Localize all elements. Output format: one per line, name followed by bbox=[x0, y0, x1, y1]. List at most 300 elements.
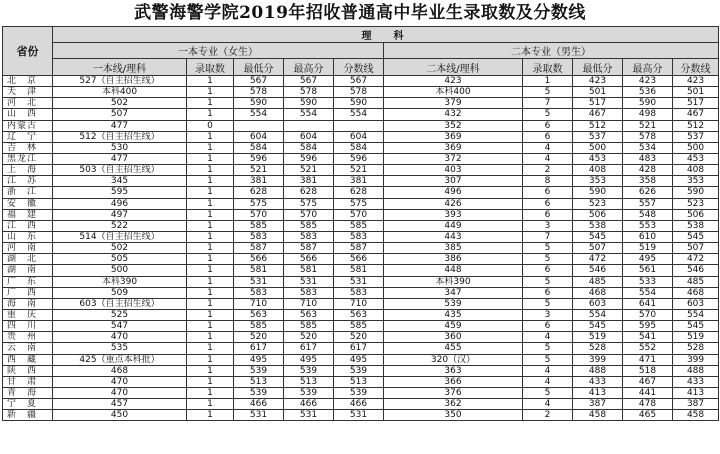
line-female-cell: 477 bbox=[53, 120, 187, 131]
min-female-cell: 539 bbox=[234, 365, 284, 376]
max-male-cell: 441 bbox=[623, 387, 673, 398]
cutoff-male-cell: 545 bbox=[673, 231, 719, 242]
max-male-cell: 590 bbox=[623, 98, 673, 109]
max-male-cell: 467 bbox=[623, 376, 673, 387]
max-male-cell: 553 bbox=[623, 220, 673, 231]
province-cell: 云 南 bbox=[3, 343, 53, 354]
max-female-cell bbox=[284, 120, 334, 131]
table-row bbox=[3, 254, 719, 265]
cutoff-male-cell: 537 bbox=[673, 131, 719, 142]
province-cell: 新 疆 bbox=[3, 410, 53, 421]
cutoff-male-cell: 517 bbox=[673, 98, 719, 109]
max-male-cell: 521 bbox=[623, 120, 673, 131]
cutoff-female-cell: 584 bbox=[334, 142, 384, 153]
admitted-female-cell: 1 bbox=[187, 98, 234, 109]
max-male-cell: 483 bbox=[623, 153, 673, 164]
max-female-cell: 628 bbox=[284, 187, 334, 198]
table-row bbox=[3, 276, 719, 287]
min-female-cell: 521 bbox=[234, 165, 284, 176]
line-male-cell: 385 bbox=[384, 243, 523, 254]
max-female-cell: 584 bbox=[284, 142, 334, 153]
max-male-cell: 358 bbox=[623, 176, 673, 187]
min-female-cell: 604 bbox=[234, 131, 284, 142]
table-row bbox=[3, 343, 719, 354]
province-cell: 河 北 bbox=[3, 98, 53, 109]
max-male-cell: 498 bbox=[623, 109, 673, 120]
line-male-cell: 369 bbox=[384, 131, 523, 142]
cutoff-male-cell: 488 bbox=[673, 365, 719, 376]
admitted-male-cell: 4 bbox=[523, 399, 573, 410]
min-male-cell: 472 bbox=[573, 254, 623, 265]
line-female-cell: 527（自主招生线） bbox=[53, 76, 187, 87]
min-male-cell: 603 bbox=[573, 298, 623, 309]
min-male-cell: 506 bbox=[573, 209, 623, 220]
cutoff-male-cell: 507 bbox=[673, 243, 719, 254]
max-male-cell: 578 bbox=[623, 131, 673, 142]
max-male-cell: 541 bbox=[623, 332, 673, 343]
min-female-cell: 531 bbox=[234, 276, 284, 287]
admitted-female-cell: 1 bbox=[187, 176, 234, 187]
province-cell: 山 西 bbox=[3, 109, 53, 120]
admitted-male-cell: 6 bbox=[523, 287, 573, 298]
admitted-female-cell: 1 bbox=[187, 265, 234, 276]
admitted-male-cell: 6 bbox=[523, 321, 573, 332]
province-cell: 宁 夏 bbox=[3, 399, 53, 410]
line-male-cell: 403 bbox=[384, 165, 523, 176]
province-cell: 江 西 bbox=[3, 220, 53, 231]
min-male-cell: 353 bbox=[573, 176, 623, 187]
admitted-female-cell: 1 bbox=[187, 387, 234, 398]
line-female-cell: 470 bbox=[53, 376, 187, 387]
line-female-cell: 470 bbox=[53, 332, 187, 343]
line-female-cell: 345 bbox=[53, 176, 187, 187]
admitted-male-cell: 2 bbox=[523, 165, 573, 176]
max-male-cell: 536 bbox=[623, 87, 673, 98]
table-row bbox=[3, 231, 719, 242]
min-male-cell: 468 bbox=[573, 287, 623, 298]
admitted-male-cell: 5 bbox=[523, 243, 573, 254]
line-male-cell: 539 bbox=[384, 298, 523, 309]
admitted-male-cell: 6 bbox=[523, 187, 573, 198]
table-row bbox=[3, 287, 719, 298]
line-female-cell: 512（自主招生线） bbox=[53, 131, 187, 142]
province-cell: 北 京 bbox=[3, 76, 53, 87]
line-male-cell: 386 bbox=[384, 254, 523, 265]
cutoff-male-cell: 554 bbox=[673, 309, 719, 320]
max-male-cell: 471 bbox=[623, 354, 673, 365]
province-cell: 广 东 bbox=[3, 276, 53, 287]
admitted-female-cell: 1 bbox=[187, 142, 234, 153]
line-male-cell: 393 bbox=[384, 209, 523, 220]
line-male-cell: 307 bbox=[384, 176, 523, 187]
max-male-cell: 552 bbox=[623, 343, 673, 354]
cutoff-female-cell: 590 bbox=[334, 98, 384, 109]
admitted-female-cell: 1 bbox=[187, 254, 234, 265]
min-female-cell: 617 bbox=[234, 343, 284, 354]
page-title: 武警海警学院2019年招收普通高中毕业生录取数及分数线 bbox=[134, 3, 586, 23]
table-row bbox=[3, 209, 719, 220]
province-cell: 贵 州 bbox=[3, 332, 53, 343]
max-female-cell: 495 bbox=[284, 354, 334, 365]
admitted-female-cell: 1 bbox=[187, 209, 234, 220]
admitted-female-cell: 1 bbox=[187, 365, 234, 376]
min-female-cell bbox=[234, 120, 284, 131]
line-female-cell: 514（自主招生线） bbox=[53, 231, 187, 242]
line-female-cell: 507 bbox=[53, 109, 187, 120]
table-row bbox=[3, 87, 719, 98]
max-female-cell: 583 bbox=[284, 287, 334, 298]
col-header: 分数线 bbox=[673, 59, 719, 76]
max-female-cell: 539 bbox=[284, 365, 334, 376]
line-male-cell: 347 bbox=[384, 287, 523, 298]
admitted-female-cell: 1 bbox=[187, 298, 234, 309]
group-female-header: 一本专业（女生） bbox=[53, 43, 384, 59]
line-female-cell: 468 bbox=[53, 365, 187, 376]
min-female-cell: 628 bbox=[234, 187, 284, 198]
admitted-female-cell: 1 bbox=[187, 276, 234, 287]
table-row bbox=[3, 243, 719, 254]
cutoff-female-cell bbox=[334, 120, 384, 131]
admitted-female-cell: 1 bbox=[187, 354, 234, 365]
admitted-male-cell: 2 bbox=[523, 410, 573, 421]
admitted-female-cell: 1 bbox=[187, 198, 234, 209]
table-row bbox=[3, 321, 719, 332]
line-male-cell: 320（汉） bbox=[384, 354, 523, 365]
table-row bbox=[3, 298, 719, 309]
province-cell: 湖 北 bbox=[3, 254, 53, 265]
admitted-male-cell: 3 bbox=[523, 220, 573, 231]
cutoff-female-cell: 578 bbox=[334, 87, 384, 98]
province-header: 省份 bbox=[3, 27, 53, 76]
min-female-cell: 531 bbox=[234, 410, 284, 421]
cutoff-male-cell: 408 bbox=[673, 165, 719, 176]
admitted-female-cell: 1 bbox=[187, 309, 234, 320]
admitted-female-cell: 1 bbox=[187, 287, 234, 298]
min-female-cell: 466 bbox=[234, 399, 284, 410]
max-female-cell: 539 bbox=[284, 387, 334, 398]
min-female-cell: 581 bbox=[234, 265, 284, 276]
cutoff-male-cell: 500 bbox=[673, 142, 719, 153]
cutoff-male-cell: 603 bbox=[673, 298, 719, 309]
line-male-cell: 379 bbox=[384, 98, 523, 109]
province-cell: 西 藏 bbox=[3, 354, 53, 365]
cutoff-male-cell: 512 bbox=[673, 120, 719, 131]
table-row bbox=[3, 120, 719, 131]
min-male-cell: 488 bbox=[573, 365, 623, 376]
table-row bbox=[3, 309, 719, 320]
admitted-male-cell: 4 bbox=[523, 332, 573, 343]
min-male-cell: 408 bbox=[573, 165, 623, 176]
cutoff-female-cell: 596 bbox=[334, 153, 384, 164]
cutoff-female-cell: 585 bbox=[334, 321, 384, 332]
min-female-cell: 513 bbox=[234, 376, 284, 387]
min-female-cell: 563 bbox=[234, 309, 284, 320]
admitted-male-cell: 6 bbox=[523, 198, 573, 209]
cutoff-female-cell: 513 bbox=[334, 376, 384, 387]
table-row bbox=[3, 399, 719, 410]
max-female-cell: 381 bbox=[284, 176, 334, 187]
max-female-cell: 596 bbox=[284, 153, 334, 164]
admitted-female-cell: 1 bbox=[187, 410, 234, 421]
min-male-cell: 467 bbox=[573, 109, 623, 120]
min-male-cell: 517 bbox=[573, 98, 623, 109]
min-male-cell: 399 bbox=[573, 354, 623, 365]
line-female-cell: 535 bbox=[53, 343, 187, 354]
cutoff-female-cell: 710 bbox=[334, 298, 384, 309]
line-female-cell: 502 bbox=[53, 243, 187, 254]
col-header: 最高分 bbox=[284, 59, 334, 76]
cutoff-male-cell: 423 bbox=[673, 76, 719, 87]
min-male-cell: 501 bbox=[573, 87, 623, 98]
admitted-male-cell: 1 bbox=[523, 76, 573, 87]
table-row bbox=[3, 187, 719, 198]
cutoff-male-cell: 545 bbox=[673, 321, 719, 332]
max-female-cell: 563 bbox=[284, 309, 334, 320]
max-female-cell: 531 bbox=[284, 410, 334, 421]
min-male-cell: 433 bbox=[573, 376, 623, 387]
line-female-cell: 477 bbox=[53, 153, 187, 164]
cutoff-female-cell: 521 bbox=[334, 165, 384, 176]
admitted-female-cell: 0 bbox=[187, 120, 234, 131]
province-cell: 重 庆 bbox=[3, 309, 53, 320]
admitted-female-cell: 1 bbox=[187, 332, 234, 343]
table-body bbox=[3, 76, 719, 421]
admitted-male-cell: 6 bbox=[523, 209, 573, 220]
line-female-cell: 457 bbox=[53, 399, 187, 410]
line-female-cell: 500 bbox=[53, 265, 187, 276]
cutoff-female-cell: 554 bbox=[334, 109, 384, 120]
min-male-cell: 537 bbox=[573, 131, 623, 142]
cutoff-female-cell: 531 bbox=[334, 276, 384, 287]
max-female-cell: 617 bbox=[284, 343, 334, 354]
cutoff-female-cell: 617 bbox=[334, 343, 384, 354]
cutoff-male-cell: 458 bbox=[673, 410, 719, 421]
province-cell: 四 川 bbox=[3, 321, 53, 332]
min-male-cell: 423 bbox=[573, 76, 623, 87]
max-male-cell: 641 bbox=[623, 298, 673, 309]
admitted-male-cell: 3 bbox=[523, 309, 573, 320]
max-female-cell: 554 bbox=[284, 109, 334, 120]
cutoff-male-cell: 467 bbox=[673, 109, 719, 120]
line-male-cell: 459 bbox=[384, 321, 523, 332]
group-male-header: 二本专业（男生） bbox=[384, 43, 719, 59]
col-header: 最低分 bbox=[573, 59, 623, 76]
min-female-cell: 583 bbox=[234, 287, 284, 298]
min-male-cell: 545 bbox=[573, 231, 623, 242]
line-male-cell: 455 bbox=[384, 343, 523, 354]
max-female-cell: 466 bbox=[284, 399, 334, 410]
line-male-cell: 435 bbox=[384, 309, 523, 320]
max-male-cell: 595 bbox=[623, 321, 673, 332]
max-female-cell: 521 bbox=[284, 165, 334, 176]
admitted-male-cell: 5 bbox=[523, 109, 573, 120]
line-female-cell: 496 bbox=[53, 198, 187, 209]
table-row bbox=[3, 365, 719, 376]
cutoff-female-cell: 520 bbox=[334, 332, 384, 343]
max-male-cell: 519 bbox=[623, 243, 673, 254]
cutoff-female-cell: 566 bbox=[334, 254, 384, 265]
max-male-cell: 561 bbox=[623, 265, 673, 276]
cutoff-male-cell: 501 bbox=[673, 87, 719, 98]
admitted-male-cell: 6 bbox=[523, 131, 573, 142]
col-header: 分数线 bbox=[334, 59, 384, 76]
province-cell: 陕 西 bbox=[3, 365, 53, 376]
line-female-cell: 本科400 bbox=[53, 87, 187, 98]
cutoff-female-cell: 587 bbox=[334, 243, 384, 254]
table-row bbox=[3, 332, 719, 343]
admitted-male-cell: 5 bbox=[523, 254, 573, 265]
cutoff-male-cell: 468 bbox=[673, 287, 719, 298]
admitted-female-cell: 1 bbox=[187, 153, 234, 164]
line-male-cell: 426 bbox=[384, 198, 523, 209]
cutoff-male-cell: 399 bbox=[673, 354, 719, 365]
admission-table bbox=[2, 26, 719, 421]
province-cell: 辽 宁 bbox=[3, 131, 53, 142]
admitted-male-cell: 4 bbox=[523, 153, 573, 164]
max-female-cell: 578 bbox=[284, 87, 334, 98]
admitted-male-cell: 5 bbox=[523, 87, 573, 98]
min-female-cell: 585 bbox=[234, 220, 284, 231]
max-female-cell: 604 bbox=[284, 131, 334, 142]
admitted-female-cell: 1 bbox=[187, 187, 234, 198]
max-female-cell: 520 bbox=[284, 332, 334, 343]
table-row bbox=[3, 387, 719, 398]
max-male-cell: 610 bbox=[623, 231, 673, 242]
cutoff-male-cell: 523 bbox=[673, 198, 719, 209]
col-header: 二本线/理科 bbox=[384, 59, 523, 76]
province-cell: 海 南 bbox=[3, 298, 53, 309]
line-female-cell: 547 bbox=[53, 321, 187, 332]
admitted-male-cell: 7 bbox=[523, 231, 573, 242]
cutoff-female-cell: 539 bbox=[334, 387, 384, 398]
category-header: 理 科 bbox=[53, 27, 719, 43]
min-male-cell: 413 bbox=[573, 387, 623, 398]
line-male-cell: 366 bbox=[384, 376, 523, 387]
max-male-cell: 557 bbox=[623, 198, 673, 209]
min-male-cell: 458 bbox=[573, 410, 623, 421]
min-male-cell: 546 bbox=[573, 265, 623, 276]
max-male-cell: 518 bbox=[623, 365, 673, 376]
min-female-cell: 587 bbox=[234, 243, 284, 254]
cutoff-female-cell: 567 bbox=[334, 76, 384, 87]
max-female-cell: 566 bbox=[284, 254, 334, 265]
province-cell: 福 建 bbox=[3, 209, 53, 220]
cutoff-male-cell: 485 bbox=[673, 276, 719, 287]
table-row bbox=[3, 165, 719, 176]
min-female-cell: 585 bbox=[234, 321, 284, 332]
max-male-cell: 495 bbox=[623, 254, 673, 265]
min-female-cell: 566 bbox=[234, 254, 284, 265]
table-row bbox=[3, 354, 719, 365]
line-male-cell: 423 bbox=[384, 76, 523, 87]
province-cell: 安 徽 bbox=[3, 198, 53, 209]
province-cell: 湖 南 bbox=[3, 265, 53, 276]
line-female-cell: 502 bbox=[53, 98, 187, 109]
cutoff-male-cell: 528 bbox=[673, 343, 719, 354]
admitted-female-cell: 1 bbox=[187, 231, 234, 242]
max-male-cell: 478 bbox=[623, 399, 673, 410]
max-female-cell: 587 bbox=[284, 243, 334, 254]
min-female-cell: 495 bbox=[234, 354, 284, 365]
max-female-cell: 513 bbox=[284, 376, 334, 387]
line-female-cell: 470 bbox=[53, 387, 187, 398]
admitted-female-cell: 1 bbox=[187, 243, 234, 254]
max-female-cell: 531 bbox=[284, 276, 334, 287]
admitted-male-cell: 8 bbox=[523, 176, 573, 187]
cutoff-female-cell: 581 bbox=[334, 265, 384, 276]
min-female-cell: 539 bbox=[234, 387, 284, 398]
line-male-cell: 362 bbox=[384, 399, 523, 410]
admitted-male-cell: 4 bbox=[523, 142, 573, 153]
line-female-cell: 522 bbox=[53, 220, 187, 231]
min-female-cell: 575 bbox=[234, 198, 284, 209]
min-female-cell: 520 bbox=[234, 332, 284, 343]
cutoff-male-cell: 387 bbox=[673, 399, 719, 410]
max-male-cell: 428 bbox=[623, 165, 673, 176]
cutoff-male-cell: 590 bbox=[673, 187, 719, 198]
province-cell: 广 西 bbox=[3, 287, 53, 298]
cutoff-male-cell: 546 bbox=[673, 265, 719, 276]
line-male-cell: 本科400 bbox=[384, 87, 523, 98]
cutoff-male-cell: 519 bbox=[673, 332, 719, 343]
min-male-cell: 500 bbox=[573, 142, 623, 153]
admitted-female-cell: 1 bbox=[187, 76, 234, 87]
cutoff-female-cell: 604 bbox=[334, 131, 384, 142]
min-male-cell: 519 bbox=[573, 332, 623, 343]
max-female-cell: 585 bbox=[284, 321, 334, 332]
line-male-cell: 376 bbox=[384, 387, 523, 398]
max-female-cell: 581 bbox=[284, 265, 334, 276]
province-cell: 浙 江 bbox=[3, 187, 53, 198]
line-female-cell: 450 bbox=[53, 410, 187, 421]
cutoff-male-cell: 353 bbox=[673, 176, 719, 187]
line-female-cell: 530 bbox=[53, 142, 187, 153]
admitted-male-cell: 5 bbox=[523, 354, 573, 365]
cutoff-female-cell: 531 bbox=[334, 410, 384, 421]
line-female-cell: 595 bbox=[53, 187, 187, 198]
max-female-cell: 590 bbox=[284, 98, 334, 109]
cutoff-female-cell: 585 bbox=[334, 220, 384, 231]
col-header: 最高分 bbox=[623, 59, 673, 76]
min-male-cell: 387 bbox=[573, 399, 623, 410]
line-male-cell: 496 bbox=[384, 187, 523, 198]
min-male-cell: 538 bbox=[573, 220, 623, 231]
admitted-female-cell: 1 bbox=[187, 376, 234, 387]
min-male-cell: 523 bbox=[573, 198, 623, 209]
min-female-cell: 570 bbox=[234, 209, 284, 220]
admitted-female-cell: 1 bbox=[187, 220, 234, 231]
admitted-male-cell: 6 bbox=[523, 120, 573, 131]
line-female-cell: 505 bbox=[53, 254, 187, 265]
line-female-cell: 497 bbox=[53, 209, 187, 220]
line-female-cell: 503（自主招生线） bbox=[53, 165, 187, 176]
max-male-cell: 626 bbox=[623, 187, 673, 198]
admitted-female-cell: 1 bbox=[187, 165, 234, 176]
table-row bbox=[3, 176, 719, 187]
table-row bbox=[3, 153, 719, 164]
admitted-male-cell: 4 bbox=[523, 376, 573, 387]
col-header: 最低分 bbox=[234, 59, 284, 76]
admitted-female-cell: 1 bbox=[187, 87, 234, 98]
min-male-cell: 507 bbox=[573, 243, 623, 254]
col-header: 录取数 bbox=[523, 59, 573, 76]
cutoff-female-cell: 495 bbox=[334, 354, 384, 365]
table-row bbox=[3, 410, 719, 421]
table-row bbox=[3, 131, 719, 142]
min-male-cell: 528 bbox=[573, 343, 623, 354]
col-header: 一本线/理科 bbox=[53, 59, 187, 76]
province-cell: 内蒙古 bbox=[3, 120, 53, 131]
